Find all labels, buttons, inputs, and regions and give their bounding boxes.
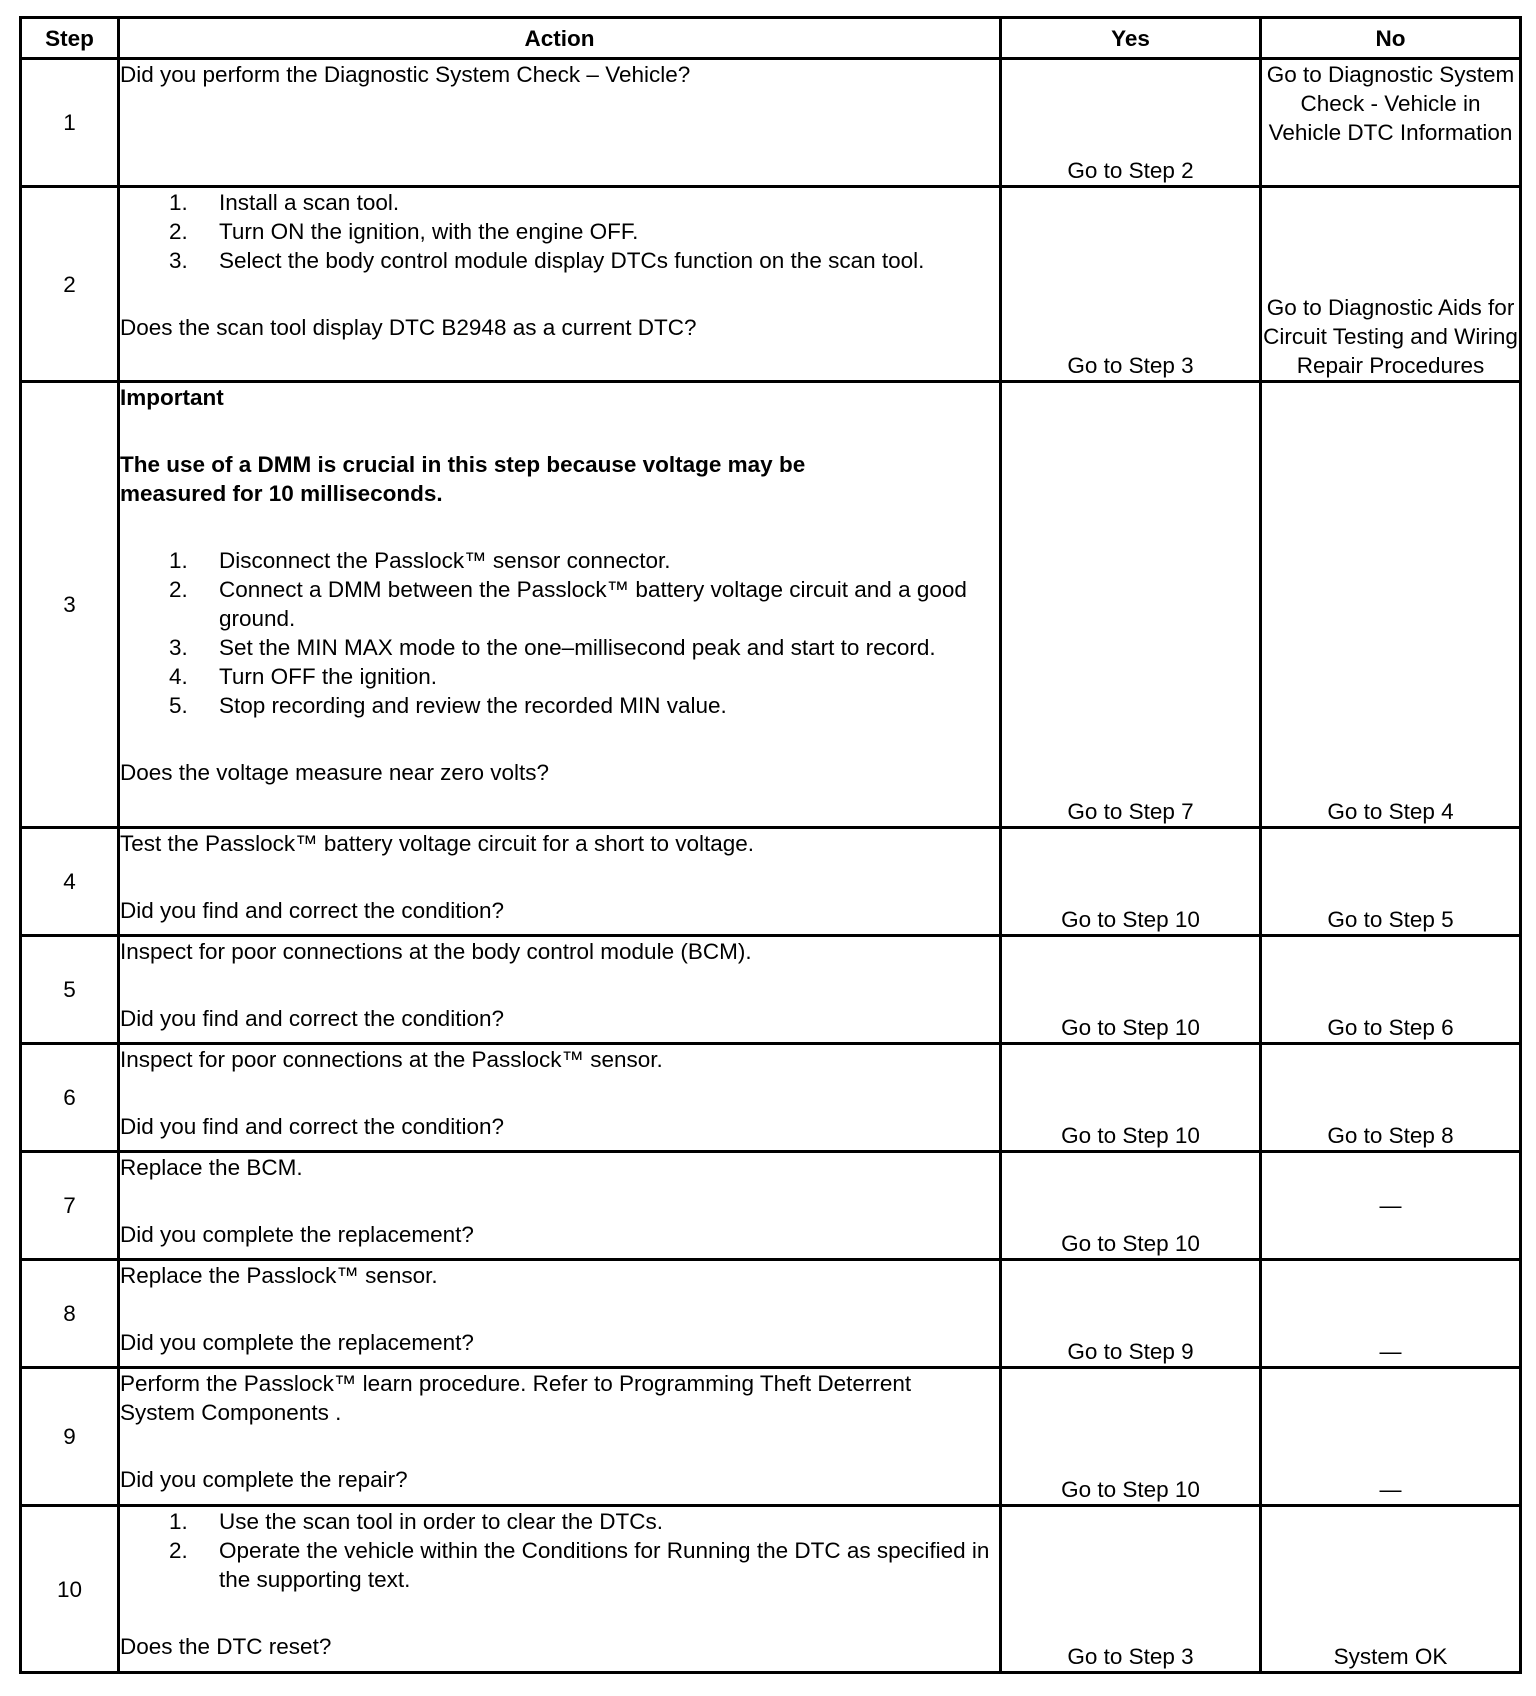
list-number: 2. — [169, 1538, 188, 1563]
action-list — [120, 188, 999, 275]
yes-cell: Go to Step 10 — [1001, 1152, 1261, 1260]
list-number: 4. — [169, 664, 188, 689]
header-no: No — [1261, 18, 1521, 59]
action-intro: Did you perform the Diagnostic System Check – Vehicle? — [120, 62, 691, 87]
step-number: 6 — [21, 1044, 119, 1152]
list-item — [120, 217, 999, 246]
table-row — [21, 828, 1521, 936]
list-text: Operate the vehicle within the Conditions for Running the DTC as specified in the supporting text. — [219, 1538, 990, 1592]
list-number: 5. — [169, 693, 188, 718]
no-cell: Go to Step 4 — [1261, 382, 1521, 828]
list-text: Turn OFF the ignition. — [219, 664, 438, 689]
diagnostic-table — [19, 16, 1522, 1674]
step-number: 5 — [21, 936, 119, 1044]
action-question: Did you find and correct the condition? — [120, 1114, 504, 1139]
list-text: Disconnect the Passlock™ sensor connector. — [219, 548, 671, 573]
list-text: Select the body control module display DTCs function on the scan tool. — [219, 248, 925, 273]
no-cell: System OK — [1261, 1506, 1521, 1673]
list-item — [120, 1536, 999, 1594]
action-question: Did you find and correct the condition? — [120, 898, 504, 923]
action-intro: Inspect for poor connections at the Passlock™ sensor. — [120, 1047, 663, 1072]
step-number: 2 — [21, 187, 119, 382]
action-question: Did you find and correct the condition? — [120, 1006, 504, 1031]
step-number: 7 — [21, 1152, 119, 1260]
important-note: The use of a DMM is crucial in this step because voltage may be measured for 10 milliseconds. — [120, 452, 806, 506]
action-intro: Replace the Passlock™ sensor. — [120, 1263, 438, 1288]
list-number: 2. — [169, 219, 188, 244]
no-cell: — — [1261, 1368, 1521, 1506]
action-intro: Perform the Passlock™ learn procedure. Refer to Programming Theft Deterrent System Components . — [120, 1371, 912, 1425]
action-question: Did you complete the replacement? — [120, 1222, 474, 1247]
action-cell — [119, 936, 1001, 1044]
table-row — [21, 1044, 1521, 1152]
no-cell: Go to Step 6 — [1261, 936, 1521, 1044]
yes-cell: Go to Step 3 — [1001, 1506, 1261, 1673]
action-question: Did you complete the replacement? — [120, 1330, 474, 1355]
no-cell: Go to Diagnostic System Check - Vehicle in Vehicle DTC Information — [1261, 59, 1521, 187]
list-text: Connect a DMM between the Passlock™ battery voltage circuit and a good ground. — [219, 577, 967, 631]
action-question: Does the DTC reset? — [120, 1634, 332, 1659]
list-number: 2. — [169, 577, 188, 602]
list-text: Stop recording and review the recorded MIN value. — [219, 693, 727, 718]
action-cell — [119, 1368, 1001, 1506]
table-row — [21, 1260, 1521, 1368]
no-cell: Go to Diagnostic Aids for Circuit Testing and Wiring Repair Procedures — [1261, 187, 1521, 382]
yes-cell: Go to Step 10 — [1001, 1368, 1261, 1506]
table-row — [21, 936, 1521, 1044]
table-row — [21, 1368, 1521, 1506]
list-text: Turn ON the ignition, with the engine OFF. — [219, 219, 639, 244]
action-cell — [119, 1152, 1001, 1260]
list-text: Set the MIN MAX mode to the one–millisecond peak and start to record. — [219, 635, 936, 660]
step-number: 1 — [21, 59, 119, 187]
table-row — [21, 382, 1521, 828]
step-number: 9 — [21, 1368, 119, 1506]
action-intro: Test the Passlock™ battery voltage circuit for a short to voltage. — [120, 831, 755, 856]
action-cell — [119, 187, 1001, 382]
list-item — [120, 575, 999, 633]
action-intro: Inspect for poor connections at the body control module (BCM). — [120, 939, 752, 964]
step-number: 8 — [21, 1260, 119, 1368]
yes-cell: Go to Step 10 — [1001, 1044, 1261, 1152]
list-number: 3. — [169, 635, 188, 660]
action-question: Did you complete the repair? — [120, 1467, 408, 1492]
list-item — [120, 188, 999, 217]
header-yes: Yes — [1001, 18, 1261, 59]
yes-cell: Go to Step 2 — [1001, 59, 1261, 187]
yes-cell: Go to Step 10 — [1001, 828, 1261, 936]
action-cell — [119, 1044, 1001, 1152]
important-label: Important — [120, 385, 224, 410]
step-number: 3 — [21, 382, 119, 828]
list-text: Install a scan tool. — [219, 190, 400, 215]
table-row — [21, 1506, 1521, 1673]
list-text: Use the scan tool in order to clear the DTCs. — [219, 1509, 663, 1534]
list-item — [120, 1507, 999, 1536]
list-item — [120, 662, 999, 691]
yes-cell: Go to Step 9 — [1001, 1260, 1261, 1368]
action-cell — [119, 1260, 1001, 1368]
header-action: Action — [119, 18, 1001, 59]
action-cell — [119, 1506, 1001, 1673]
yes-cell: Go to Step 3 — [1001, 187, 1261, 382]
list-item — [120, 246, 999, 275]
action-intro: Replace the BCM. — [120, 1155, 303, 1180]
action-cell — [119, 59, 1001, 187]
table-row — [21, 187, 1521, 382]
list-item — [120, 691, 999, 720]
header-step: Step — [21, 18, 119, 59]
step-number: 10 — [21, 1506, 119, 1673]
action-question: Does the scan tool display DTC B2948 as a current DTC? — [120, 315, 697, 340]
no-cell: Go to Step 8 — [1261, 1044, 1521, 1152]
action-list — [120, 1507, 999, 1594]
list-number: 3. — [169, 248, 188, 273]
list-item — [120, 633, 999, 662]
list-item — [120, 546, 999, 575]
step-number: 4 — [21, 828, 119, 936]
no-cell: Go to Step 5 — [1261, 828, 1521, 936]
list-number: 1. — [169, 548, 188, 573]
no-cell: — — [1261, 1152, 1521, 1260]
action-cell — [119, 382, 1001, 828]
action-cell — [119, 828, 1001, 936]
yes-cell: Go to Step 7 — [1001, 382, 1261, 828]
action-list — [120, 546, 999, 720]
list-number: 1. — [169, 1509, 188, 1534]
yes-cell: Go to Step 10 — [1001, 936, 1261, 1044]
no-cell: — — [1261, 1260, 1521, 1368]
table-row — [21, 59, 1521, 187]
list-number: 1. — [169, 190, 188, 215]
header-row — [21, 18, 1521, 59]
table-row — [21, 1152, 1521, 1260]
action-question: Does the voltage measure near zero volts? — [120, 760, 549, 785]
